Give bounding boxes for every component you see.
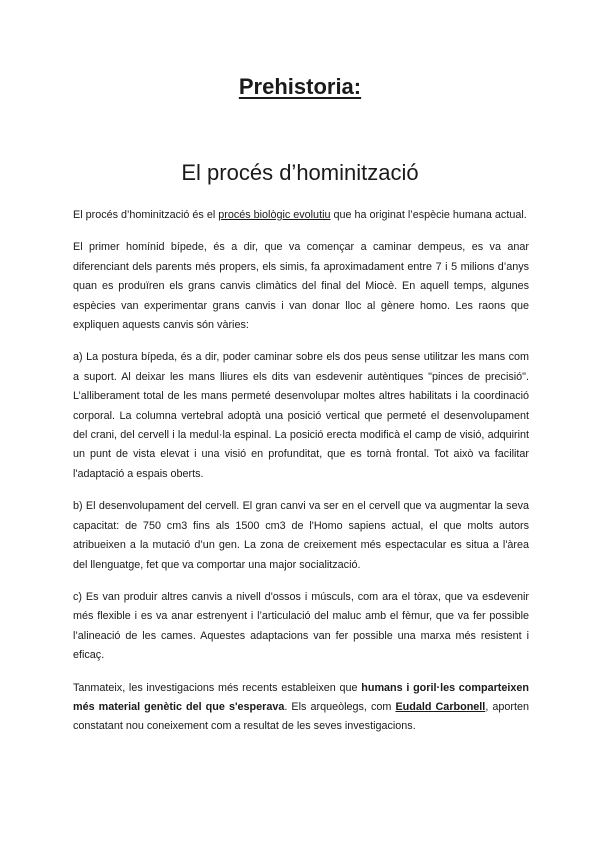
paragraph-recent-research xyxy=(73,679,529,737)
evolutionary-process-link[interactable]: procés biològic evolutiu xyxy=(218,209,331,221)
recent-research-text-after: , aporten constatant nou coneixement com a resultat de les seves investigacions. xyxy=(73,700,529,733)
page-title: Prehistoria: xyxy=(238,74,362,99)
paragraph-bones-muscles: c) Es van produir altres canvis a nivell d'ossos i músculs, com ara el tòrax, que va esdevenir més flexible i es va anar estrenyent i l’articulació del maluc amb el fèmur, que va fer possible l’alineació de les cames. Aquestes adaptacions van fer possible una marxa més resistent i eficaç. xyxy=(73,590,529,662)
paragraph-intro xyxy=(73,206,529,225)
recent-research-text-middle: . Els arqueòlegs, com xyxy=(284,700,396,713)
page-subtitle: El procés d’hominització xyxy=(181,160,419,185)
paragraph-intro-text-after: que ha originat l’espècie humana actual. xyxy=(330,209,527,221)
paragraph-first-hominid: El primer homínid bípede, és a dir, que va començar a caminar dempeus, es va anar diferenciant dels parents més propers, els simis, fa aproximadament entre 7 i 5 milions d’anys quan es produïren els grans canvis climàtics del final del Miocè. En aquell temps, algunes espècies van experimentar grans canvis i van donar lloc al gènere homo. Les raons que expliquen aquests canvis són vàries: xyxy=(73,241,529,332)
genetic-material-highlight: humans i goril·les comparteixen més material genètic del que s'esperava xyxy=(73,681,529,713)
paragraph-bipedal-posture: a) La postura bípeda, és a dir, poder caminar sobre els dos peus sense utilitzar les mans com a suport. Al deixar les mans lliures els dits van esdevenir autèntiques "pinces de precisió". L’alliberament total de les mans permeté desenvolupar moltes altres habilitats i la coordinació corporal. La columna vertebral adoptà una posició vertical que permeté el desenvolupament del crani, del cervell i la medul·la espinal. La posició erecta modificà el camp de visió, adquirint un punt de vista elevat i una visió en profunditat, que es tornà frontal. Tot això va facilitar l'adaptació a espais oberts. xyxy=(73,351,529,480)
recent-research-text-before: Tanmateix, les investigacions més recents estableixen que xyxy=(73,681,362,694)
eudald-carbonell-link[interactable]: Eudald Carbonell xyxy=(395,700,486,713)
paragraph-intro-text-before: El procés d’hominització és el xyxy=(73,209,219,221)
document-body xyxy=(73,206,529,750)
paragraph-brain-development: b) El desenvolupament del cervell. El gran canvi va ser en el cervell que va augmentar la seva capacitat: de 750 cm3 fins als 1500 cm3 de l'Homo sapiens actual, el que molts autors atribueixen a la mutació d’un gen. La zona de creixement més espectacular es situa a l'àrea del llenguatge, fet que va comportar una major socialització. xyxy=(73,500,529,571)
